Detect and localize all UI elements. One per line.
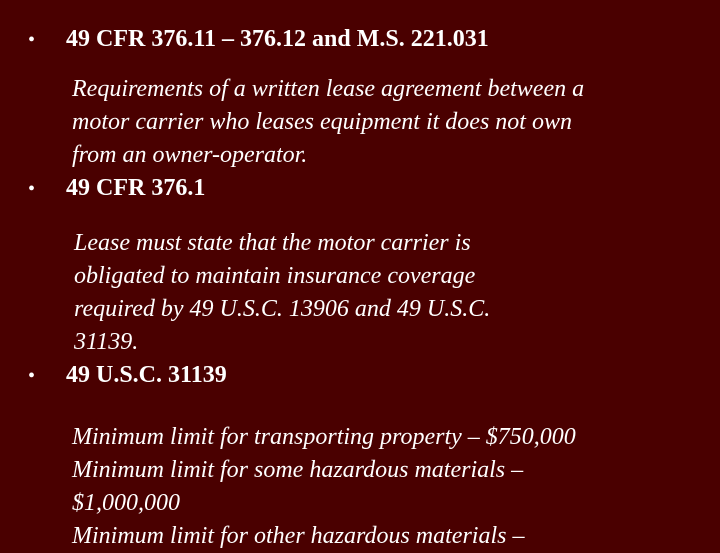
section-2-line-4: 31139. xyxy=(74,329,139,355)
bullet-icon: • xyxy=(28,29,36,51)
section-1-heading: 49 CFR 376.11 – 376.12 and M.S. 221.031 xyxy=(66,26,489,52)
bullet-icon: • xyxy=(28,178,36,200)
section-3-line-1: Minimum limit for transporting property – $750,000 xyxy=(72,424,576,450)
section-1-bullet-row xyxy=(28,26,489,53)
section-1-line-2: motor carrier who leases equipment it does not own xyxy=(72,109,572,135)
section-3-bullet-row xyxy=(28,362,227,389)
section-3-line-4: Minimum limit for other hazardous materials – xyxy=(72,523,525,549)
section-2-bullet-row xyxy=(28,175,205,202)
section-3-line-2: Minimum limit for some hazardous materials – xyxy=(72,457,524,483)
section-2-line-1: Lease must state that the motor carrier is xyxy=(74,230,471,256)
section-2-line-2: obligated to maintain insurance coverage xyxy=(74,263,476,289)
section-3-line-3: $1,000,000 xyxy=(72,490,180,516)
section-3-heading: 49 U.S.C. 31139 xyxy=(66,362,227,388)
section-1-line-1: Requirements of a written lease agreement between a xyxy=(72,76,585,102)
section-2-line-3: required by 49 U.S.C. 13906 and 49 U.S.C. xyxy=(74,296,491,322)
bullet-icon: • xyxy=(28,365,36,387)
section-2-heading: 49 CFR 376.1 xyxy=(66,175,206,201)
section-1-line-3: from an owner-operator. xyxy=(72,142,308,168)
